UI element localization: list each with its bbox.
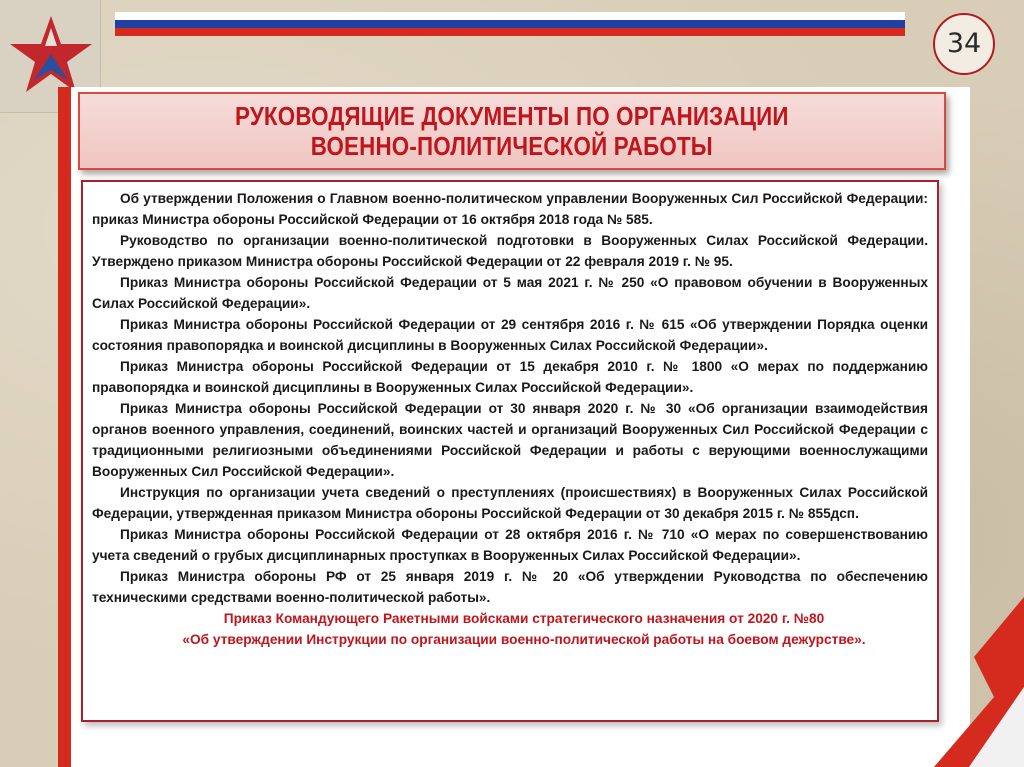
documents-list (81, 180, 939, 722)
title-line-1: РУКОВОДЯЩИЕ ДОКУМЕНТЫ ПО ОРГАНИЗАЦИИ (235, 101, 789, 131)
document-item: Об утверждении Положения о Главном военно-политическом управлении Вооруженных Сил Российской Федерации: приказ Министра обороны Российской Федерации от 16 октября 2018 года № 585. (92, 191, 928, 227)
document-item: Приказ Министра обороны Российской Федерации от 5 мая 2021 г. № 250 «О правовом обучении в Вооруженных Силах Российской Федерации». (92, 275, 928, 311)
document-item: Приказ Министра обороны Российской Федерации от 15 декабря 2010 г. № 1800 «О мерах по поддержанию правопорядка и воинской дисциплины в Вооруженных Силах Российской Федерации». (92, 359, 928, 395)
sheet-left-accent (58, 87, 71, 767)
flag-stripe (115, 12, 905, 36)
document-item: Инструкция по организации учета сведений о преступлениях (происшествиях) в Вооруженных Силах Российской Федерации, утвержденная приказом Министра обороны Российской Федерации от 30 декабря 2015 г. № 855дсп. (92, 485, 928, 521)
page-number-badge: 34 (933, 13, 995, 75)
page-title (78, 92, 946, 170)
document-item: Приказ Министра обороны Российской Федерации от 29 сентября 2016 г. № 615 «Об утверждении Порядка оценки состояния правопорядка и воинской дисциплины в Вооруженных Силах Российской Федерации». (92, 317, 928, 353)
document-item: Приказ Министра обороны Российской Федерации от 28 октября 2016 г. № 710 «О мерах по совершенствованию учета сведений о грубых дисциплинарных проступках в Вооруженных Силах Российской Федерации». (92, 527, 928, 563)
document-item: Руководство по организации военно-политической подготовки в Вооруженных Силах Российской Федерации. Утверждено приказом Министра обороны Российской Федерации от 22 февраля 2019 г. № 95. (92, 233, 928, 269)
army-star-emblem-icon (8, 14, 94, 96)
document-item: Приказ Министра обороны Российской Федерации от 30 января 2020 г. № 30 «Об организации взаимодействия органов военного управления, соединений, воинских частей и организаций Вооруженных Сил Российской Федерации с традиционными религиозными объединениями Российской Федерации и работы с верующими военнослужащими Вооруженных Сил Российской Федерации». (92, 401, 928, 479)
highlighted-order-line-2: «Об утверждении Инструкции по организации военно-политической работы на боевом дежурстве». (182, 632, 866, 647)
document-item: Приказ Министра обороны РФ от 25 января 2019 г. № 20 «Об утверждении Руководства по обеспечению техническими средствами военно-политической работы». (92, 569, 928, 605)
title-line-2: ВОЕННО-ПОЛИТИЧЕСКОЙ РАБОТЫ (310, 131, 714, 161)
highlighted-order-line-1: Приказ Командующего Ракетными войсками стратегического назначения от 2020 г. №80 (223, 611, 825, 626)
